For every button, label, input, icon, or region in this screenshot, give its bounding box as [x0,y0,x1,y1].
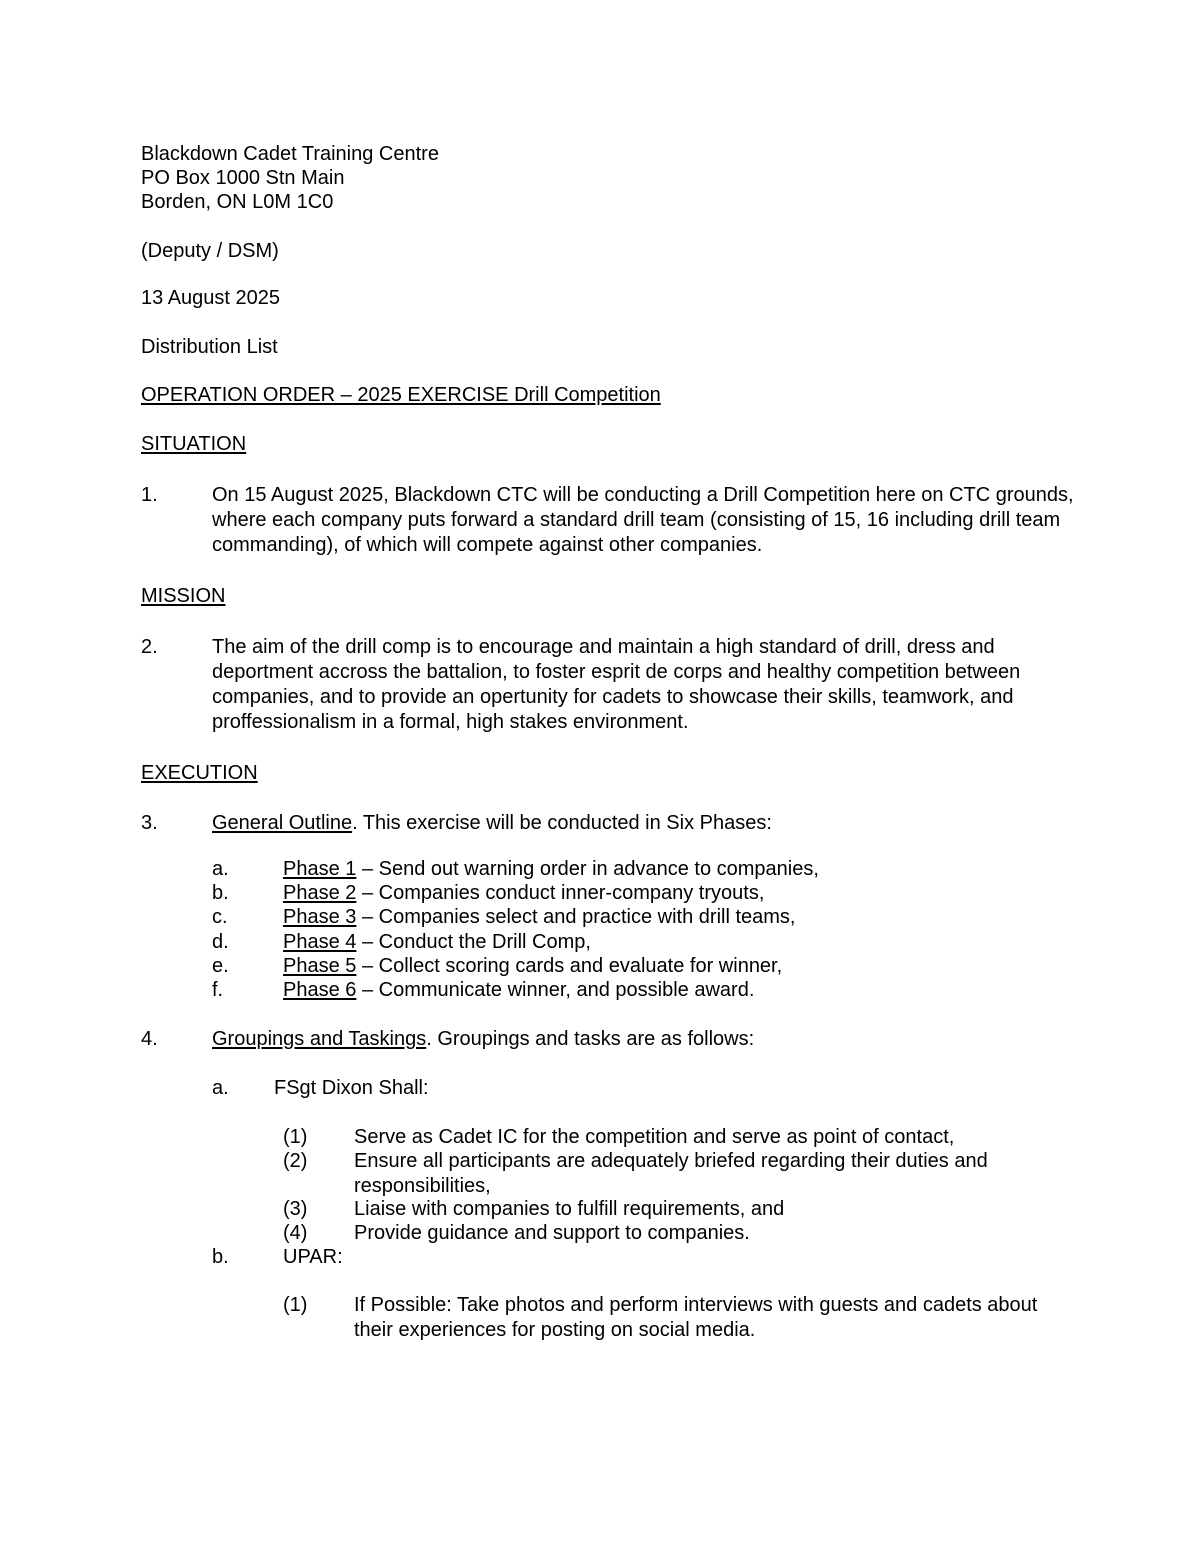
phase-label: Phase 4 [283,931,357,953]
situation-text: On 15 August 2025, Blackdown CTC will be conducting a Drill Competition here on CTC grounds, where each company puts forward a standard drill team (consisting of 15, 16 including drill team commanding), of which will compete against other companies. [212,484,1074,556]
phase-text: – Companies select and practice with drill teams, [356,906,796,928]
phase-text: – Send out warning order in advance to companies, [356,858,819,880]
paragraph-number: 2. [141,636,158,658]
task-number: (1) [283,1294,308,1316]
task-number: (1) [283,1126,308,1148]
phase-item [283,930,591,955]
address-line-1: Blackdown Cadet Training Centre [141,143,439,165]
phase-item [283,905,795,930]
situation-heading: SITUATION [141,433,247,455]
grouping-title: FSgt Dixon Shall: [274,1077,429,1099]
execution-heading: EXECUTION [141,762,258,784]
document-title: OPERATION ORDER – 2025 EXERCISE Drill Competition [141,384,661,406]
general-outline-paragraph [212,811,772,836]
groupings-label: Groupings and Taskings [212,1028,427,1050]
address-line-2: PO Box 1000 Stn Main [141,167,345,189]
phase-label: Phase 6 [283,979,357,1001]
grouping-title: UPAR: [283,1246,343,1268]
address-line-3: Borden, ON L0M 1C0 [141,191,334,213]
phase-letter: c. [212,906,228,928]
general-outline-label: General Outline [212,812,353,834]
task-text: If Possible: Take photos and perform interviews with guests and cadets about their experiences for posting on social media. [354,1294,1038,1341]
phase-text: – Companies conduct inner-company tryouts, [356,882,765,904]
general-outline-text: . This exercise will be conducted in Six Phases: [352,812,772,834]
paragraph-number: 1. [141,484,158,506]
groupings-text: . Groupings and tasks are as follows: [426,1028,755,1050]
phase-item [283,978,754,1003]
phase-letter: f. [212,979,224,1001]
task-text: Ensure all participants are adequately briefed regarding their duties and responsibilities, [354,1150,988,1197]
phase-letter: b. [212,882,229,904]
task-number: (2) [283,1150,308,1172]
task-text: Serve as Cadet IC for the competition and serve as point of contact, [354,1126,955,1148]
phase-label: Phase 1 [283,858,357,880]
mission-heading: MISSION [141,585,226,607]
document-date: 13 August 2025 [141,287,281,309]
paragraph-number: 4. [141,1028,158,1050]
grouping-letter: b. [212,1246,229,1268]
phase-label: Phase 3 [283,906,357,928]
phase-text: – Conduct the Drill Comp, [356,931,591,953]
task-number: (4) [283,1222,308,1244]
groupings-paragraph [212,1027,754,1052]
distribution-line: Distribution List [141,336,278,358]
phase-letter: d. [212,931,229,953]
phase-label: Phase 2 [283,882,357,904]
task-text: Provide guidance and support to companies. [354,1222,750,1244]
phase-letter: e. [212,955,229,977]
phase-item [283,857,819,882]
phase-letter: a. [212,858,229,880]
phase-text: – Collect scoring cards and evaluate for winner, [356,955,783,977]
phase-text: – Communicate winner, and possible award. [356,979,755,1001]
phase-item [283,954,782,979]
originator: (Deputy / DSM) [141,240,279,262]
task-number: (3) [283,1198,308,1220]
paragraph-number: 3. [141,812,158,834]
phase-label: Phase 5 [283,955,357,977]
phase-item [283,881,764,906]
task-text: Liaise with companies to fulfill requirements, and [354,1198,785,1220]
grouping-letter: a. [212,1077,229,1099]
mission-text: The aim of the drill comp is to encourage and maintain a high standard of drill, dress and deportment accross the battalion, to foster esprit de corps and healthy competition between companies, and to provide an opertunity for cadets to showcase their skills, teamwork, and proffessionalism in a formal, high stakes environment. [212,636,1021,733]
